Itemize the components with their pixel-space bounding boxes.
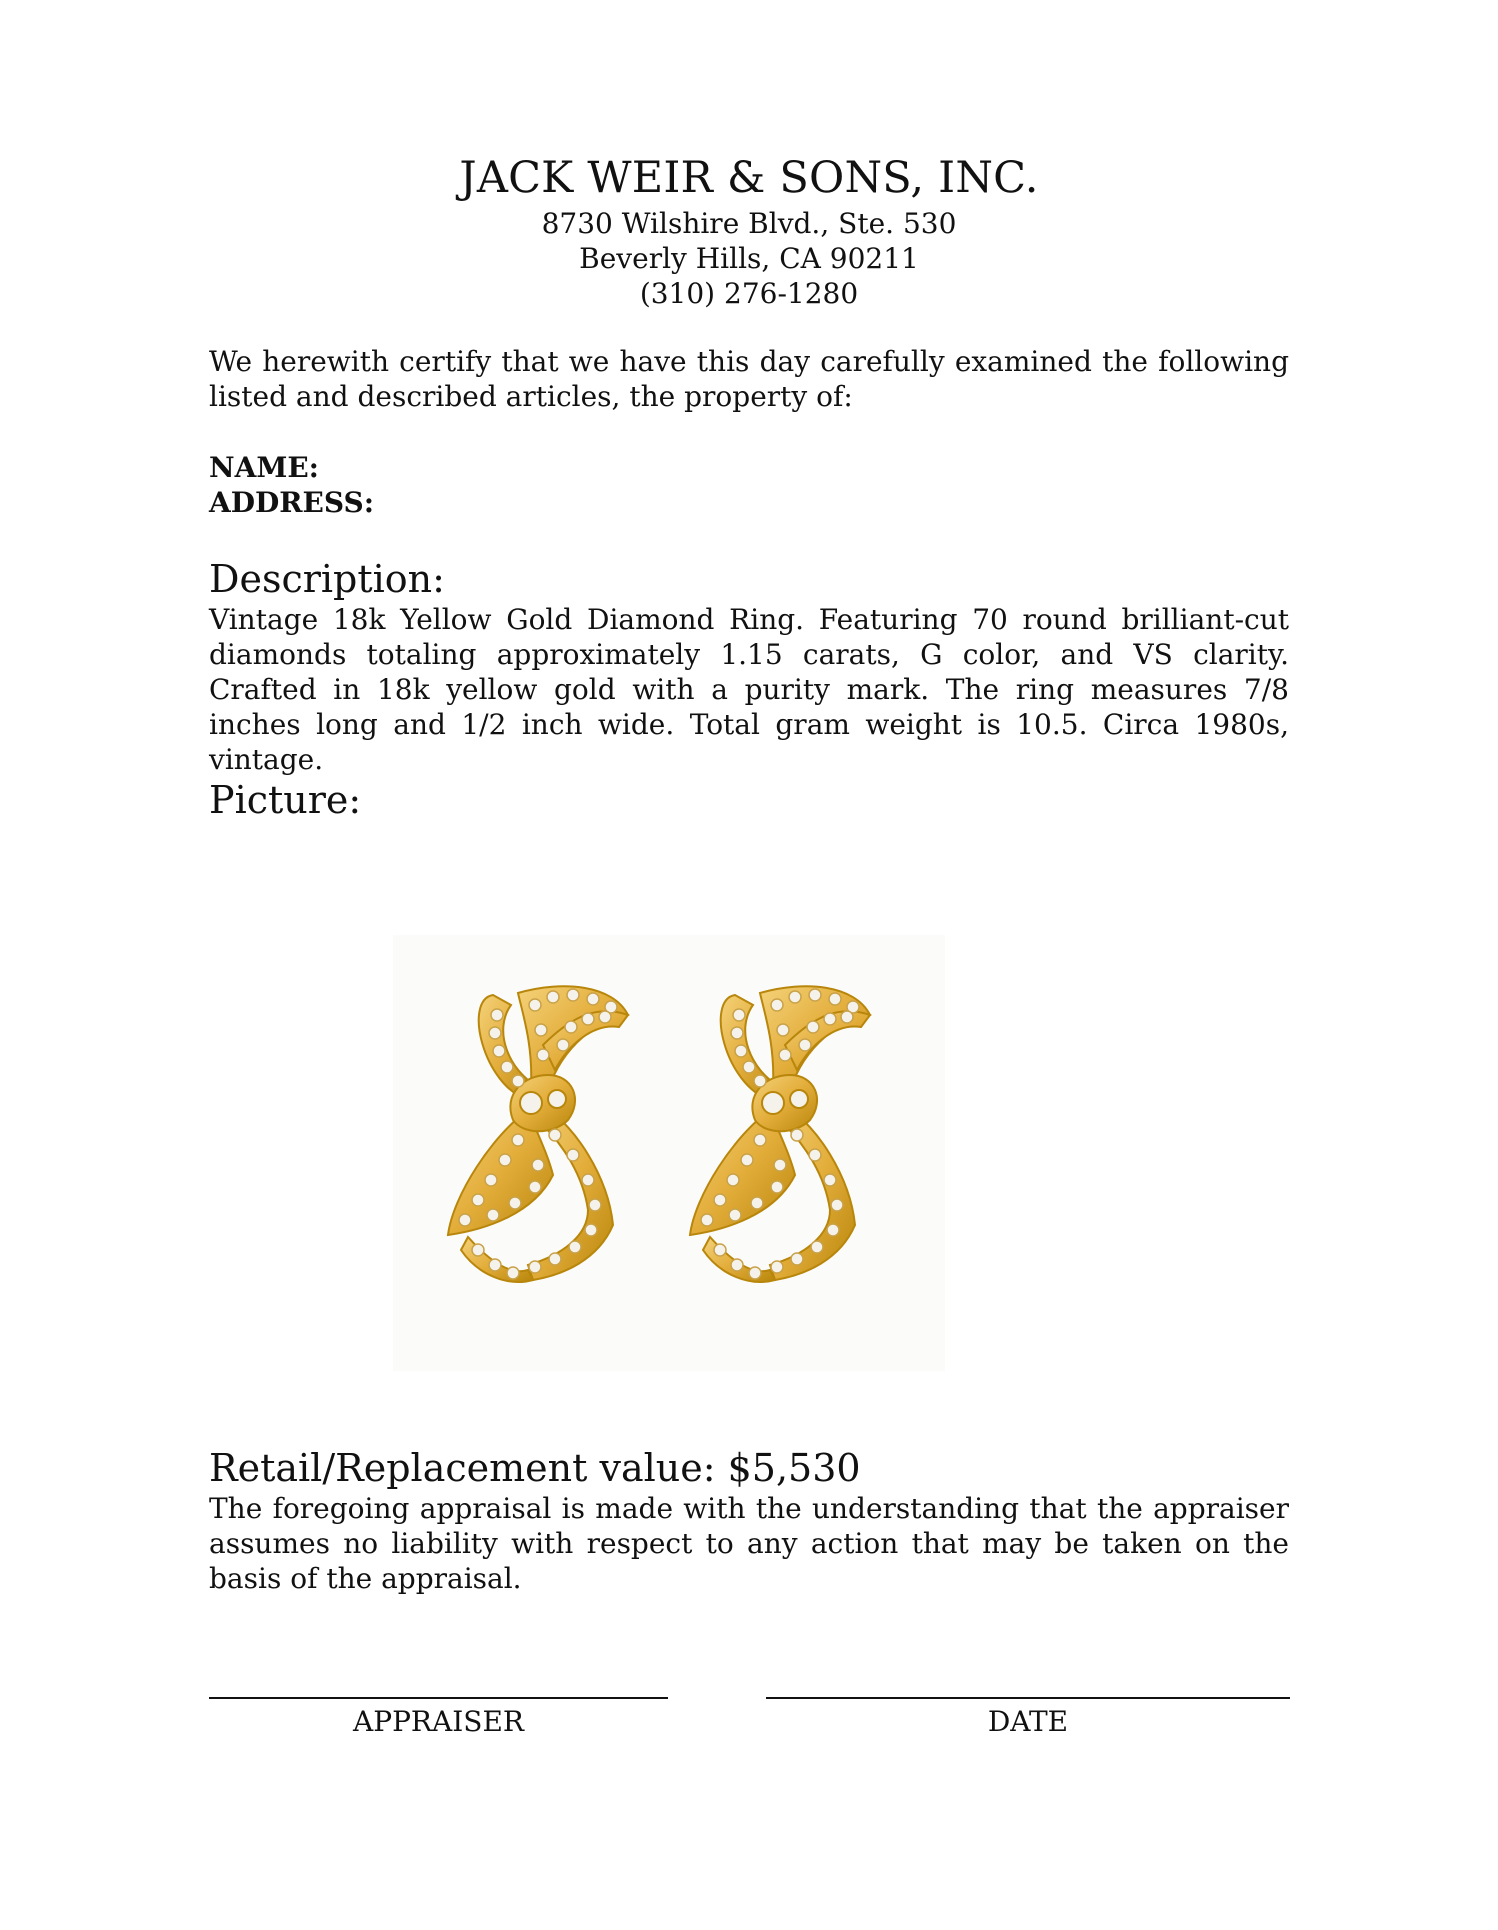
pave-diamond (509, 1197, 521, 1209)
pave-diamond (743, 1061, 755, 1073)
jewelry-photo (393, 935, 945, 1371)
address-line-1: 8730 Wilshire Blvd., Ste. 530 (541, 207, 957, 240)
date-label: DATE (987, 1705, 1069, 1738)
pave-diamond (714, 1244, 726, 1256)
pave-diamond (569, 1241, 581, 1253)
pave-diamond (735, 1045, 747, 1057)
left-earring (448, 986, 628, 1282)
pave-diamond (771, 1261, 783, 1273)
address-line-2: Beverly Hills, CA 90211 (579, 242, 919, 275)
description-heading: Description: (209, 557, 445, 601)
pave-diamond (791, 1129, 803, 1141)
disclaimer-text: The foregoing appraisal is made with the understanding that the appraiser assumes no liability with respect to any action that may be taken on the basis of the appraisal. (209, 1492, 1289, 1595)
pave-diamond (714, 1194, 726, 1206)
pave-diamond (811, 1241, 823, 1253)
ribbon-segment-5 (770, 1110, 855, 1280)
pave-diamond (701, 1214, 713, 1226)
appraiser-label: APPRAISER (353, 1705, 524, 1738)
pave-diamond (537, 1049, 549, 1061)
pave-diamond (485, 1174, 497, 1186)
pave-diamond (567, 1149, 579, 1161)
pave-diamond (831, 1199, 843, 1211)
center-diamond (790, 1090, 808, 1108)
pave-diamond (754, 1075, 766, 1087)
name-label: NAME: (209, 451, 319, 484)
picture-heading: Picture: (209, 778, 362, 822)
pave-diamond (841, 1011, 853, 1023)
pave-diamond (499, 1154, 511, 1166)
letterhead (0, 150, 1498, 311)
pave-diamond (549, 1253, 561, 1265)
pave-diamond (487, 1209, 499, 1221)
pave-diamond (729, 1209, 741, 1221)
pave-diamond (587, 993, 599, 1005)
pave-diamond (491, 1009, 503, 1021)
pave-diamond (489, 1259, 501, 1271)
pave-diamond (799, 1039, 811, 1051)
ribbon-segment-5 (528, 1110, 613, 1280)
pave-diamond (535, 1024, 547, 1036)
phone-number: (310) 276-1280 (639, 277, 859, 310)
pave-diamond (489, 1027, 501, 1039)
pave-diamond (582, 1174, 594, 1186)
pave-diamond (565, 1021, 577, 1033)
pave-diamond (582, 1013, 594, 1025)
pave-diamond (824, 1174, 836, 1186)
pave-diamond (751, 1197, 763, 1209)
pave-diamond (829, 993, 841, 1005)
pave-diamond (529, 999, 541, 1011)
pave-diamond (791, 1253, 803, 1265)
pave-diamond (512, 1134, 524, 1146)
pave-diamond (741, 1154, 753, 1166)
certification-intro: We herewith certify that we have this day carefully examined the following listed and described articles, the property of: (209, 345, 1289, 413)
pave-diamond (472, 1194, 484, 1206)
earrings-illustration (393, 935, 945, 1371)
center-diamond (548, 1090, 566, 1108)
pave-diamond (731, 1259, 743, 1271)
pave-diamond (529, 1261, 541, 1273)
pave-diamond (589, 1199, 601, 1211)
pave-diamond (809, 1149, 821, 1161)
pave-diamond (529, 1181, 541, 1193)
pave-diamond (557, 1039, 569, 1051)
address-label: ADDRESS: (209, 486, 375, 519)
company-name: JACK WEIR & SONS, INC. (459, 153, 1039, 203)
pave-diamond (567, 989, 579, 1001)
center-diamond (762, 1092, 784, 1114)
pave-diamond (771, 999, 783, 1011)
right-earring (690, 986, 870, 1282)
pave-diamond (733, 1009, 745, 1021)
pave-diamond (809, 989, 821, 1001)
pave-diamond (754, 1134, 766, 1146)
pave-diamond (532, 1159, 544, 1171)
pave-diamond (771, 1181, 783, 1193)
pave-diamond (779, 1049, 791, 1061)
pave-diamond (512, 1075, 524, 1087)
pave-diamond (472, 1244, 484, 1256)
pave-diamond (727, 1174, 739, 1186)
pave-diamond (585, 1224, 597, 1236)
retail-value: Retail/Replacement value: $5,530 (209, 1446, 861, 1490)
pave-diamond (507, 1267, 519, 1279)
owner-fields (209, 450, 374, 520)
pave-diamond (824, 1013, 836, 1025)
pave-diamond (807, 1021, 819, 1033)
pave-diamond (599, 1011, 611, 1023)
pave-diamond (459, 1214, 471, 1226)
pave-diamond (547, 991, 559, 1003)
center-diamond (520, 1092, 542, 1114)
pave-diamond (493, 1045, 505, 1057)
pave-diamond (549, 1129, 561, 1141)
pave-diamond (731, 1027, 743, 1039)
pave-diamond (749, 1267, 761, 1279)
description-text: Vintage 18k Yellow Gold Diamond Ring. Featuring 70 round brilliant-cut diamonds totaling approximately 1.15 carats, G color, and VS clarity. Crafted in 18k yellow gold with a purity mark. The ring measures 7/8 inches long and 1/2 inch wide. Total gram weight is 10.5. Circa 1980s, vintage. (209, 603, 1289, 776)
pave-diamond (774, 1159, 786, 1171)
pave-diamond (501, 1061, 513, 1073)
appraiser-signature-line (209, 1697, 668, 1699)
pave-diamond (777, 1024, 789, 1036)
date-signature-line (766, 1697, 1290, 1699)
pave-diamond (827, 1224, 839, 1236)
pave-diamond (789, 991, 801, 1003)
